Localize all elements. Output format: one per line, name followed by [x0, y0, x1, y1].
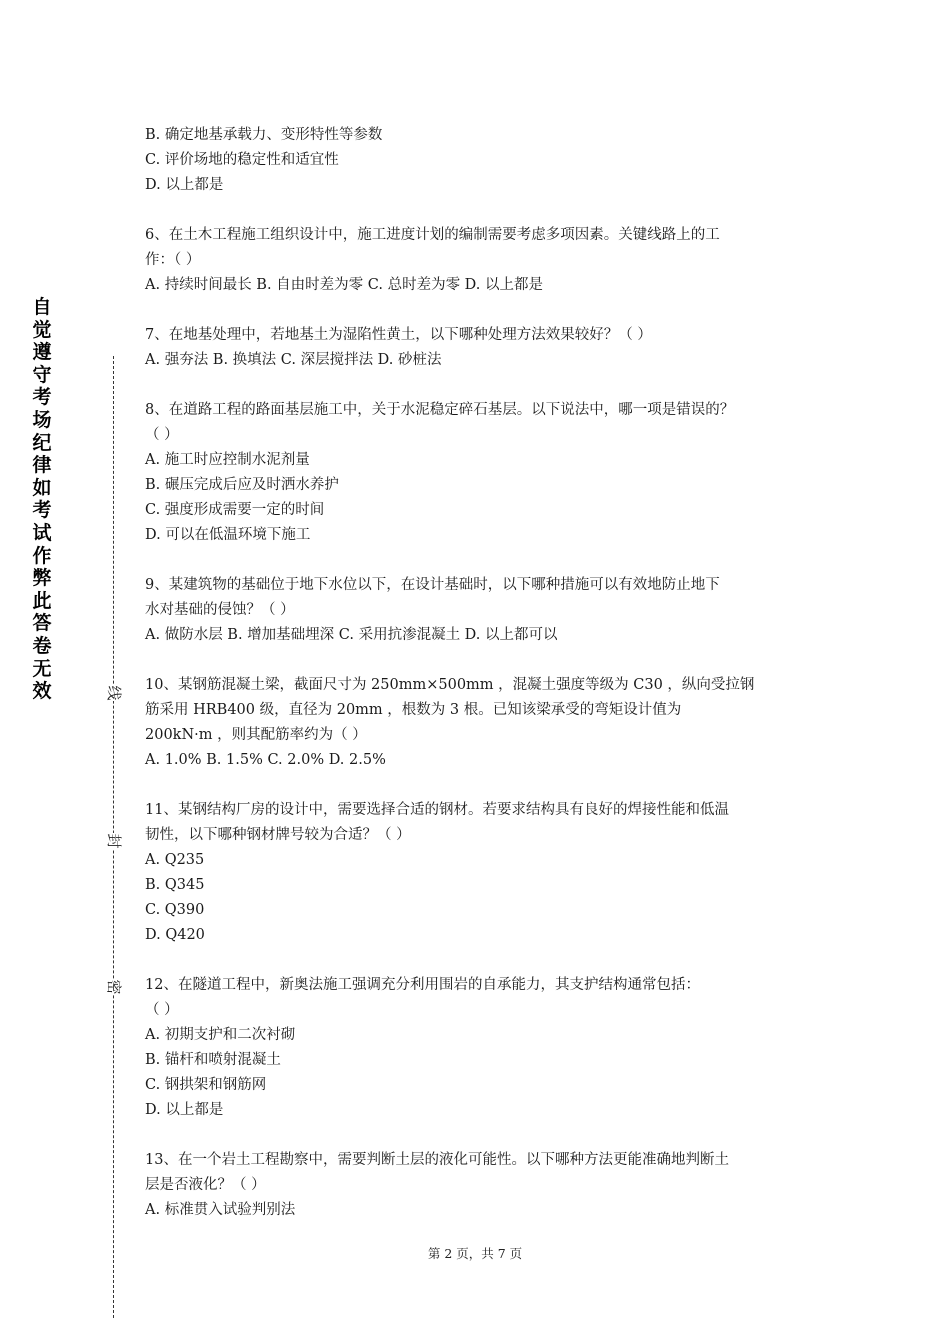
- answer-option: A. 持续时间最长 B. 自由时差为零 C. 总时差为零 D. 以上都是: [145, 277, 544, 293]
- answer-option: C. 钢拱架和钢筋网: [145, 1077, 267, 1093]
- binding-label-seal: 封: [105, 833, 123, 849]
- question-stem-line: 6、在土木工程施工组织设计中，施工进度计划的编制需要考虑多项因素。关键线路上的工: [145, 227, 720, 243]
- answer-option: A. 强夯法 B. 换填法 C. 深层搅拌法 D. 砂桩法: [145, 352, 442, 368]
- question-stem-line: 筋采用 HRB400 级，直径为 20mm ，根数为 3 根。已知该梁承受的弯矩设计值为: [145, 702, 682, 718]
- answer-option: A. 标准贯入试验判别法: [145, 1202, 296, 1218]
- question-11: [145, 798, 825, 948]
- binding-label-secret: 密: [105, 979, 123, 995]
- question-stem-line: 作：（ ）: [145, 252, 201, 268]
- answer-option: D. Q420: [145, 927, 205, 943]
- answer-option: C. Q390: [145, 902, 205, 918]
- question-stem-line: 10、某钢筋混凝土梁，截面尺寸为 250mm×500mm ，混凝土强度等级为 C30 ，纵向受拉钢: [145, 677, 755, 693]
- option-b: B. 确定地基承载力、变形特性等参数: [145, 127, 383, 143]
- answer-option: A. 1.0% B. 1.5% C. 2.0% D. 2.5%: [145, 752, 386, 768]
- question-8: [145, 398, 825, 548]
- exam-discipline-warning: 自觉遵守考场纪律如考试作弊此答卷无效: [32, 296, 52, 703]
- question-stem-line: 9、某建筑物的基础位于地下水位以下，在设计基础时，以下哪种措施可以有效地防止地下: [145, 577, 720, 593]
- answer-option: A. 初期支护和二次衬砌: [145, 1027, 296, 1043]
- answer-option: D. 以上都是: [145, 1102, 224, 1118]
- question-stem-line: 水对基础的侵蚀？（ ）: [145, 602, 295, 618]
- page-number-footer: 第 2 页，共 7 页: [427, 1246, 523, 1261]
- question-stem-line: 12、在隧道工程中，新奥法施工强调充分利用围岩的自承能力，其支护结构通常包括：: [145, 977, 700, 993]
- answer-option: A. 施工时应控制水泥剂量: [145, 452, 310, 468]
- question-stem-line: 韧性，以下哪种钢材牌号较为合适？（ ）: [145, 827, 411, 843]
- binding-label-line: 线: [105, 685, 123, 701]
- question-9: [145, 573, 825, 648]
- question-5-continued: [145, 123, 825, 198]
- answer-option: B. Q345: [145, 877, 205, 893]
- option-c: C. 评价场地的稳定性和适宜性: [145, 152, 339, 168]
- answer-option: B. 锚杆和喷射混凝土: [145, 1052, 281, 1068]
- question-6: [145, 223, 825, 298]
- question-13: [145, 1148, 825, 1223]
- answer-option: D. 可以在低温环境下施工: [145, 527, 311, 543]
- question-stem-line: 200kN·m ，则其配筋率约为（ ）: [145, 727, 367, 743]
- question-stem-line: （ ）: [145, 1002, 179, 1018]
- option-d: D. 以上都是: [145, 177, 224, 193]
- question-7: [145, 323, 825, 373]
- answer-option: C. 强度形成需要一定的时间: [145, 502, 325, 518]
- question-content: [145, 123, 825, 1248]
- question-stem-line: 11、某钢结构厂房的设计中，需要选择合适的钢材。若要求结构具有良好的焊接性能和低温: [145, 802, 729, 818]
- question-stem-line: 层是否液化？（ ）: [145, 1177, 266, 1193]
- question-list: [145, 223, 825, 1223]
- question-stem-line: 7、在地基处理中，若地基土为湿陷性黄土，以下哪种处理方法效果较好？（ ）: [145, 327, 652, 343]
- answer-option: A. 做防水层 B. 增加基础埋深 C. 采用抗渗混凝土 D. 以上都可以: [145, 627, 558, 643]
- answer-option: A. Q235: [145, 852, 205, 868]
- question-stem-line: （ ）: [145, 427, 179, 443]
- question-stem-line: 8、在道路工程的路面基层施工中，关于水泥稳定碎石基层。以下说法中，哪一项是错误的？: [145, 402, 735, 418]
- answer-option: B. 碾压完成后应及时洒水养护: [145, 477, 339, 493]
- question-stem-line: 13、在一个岩土工程勘察中，需要判断土层的液化可能性。以下哪种方法更能准确地判断土: [145, 1152, 729, 1168]
- question-12: [145, 973, 825, 1123]
- question-10: [145, 673, 825, 773]
